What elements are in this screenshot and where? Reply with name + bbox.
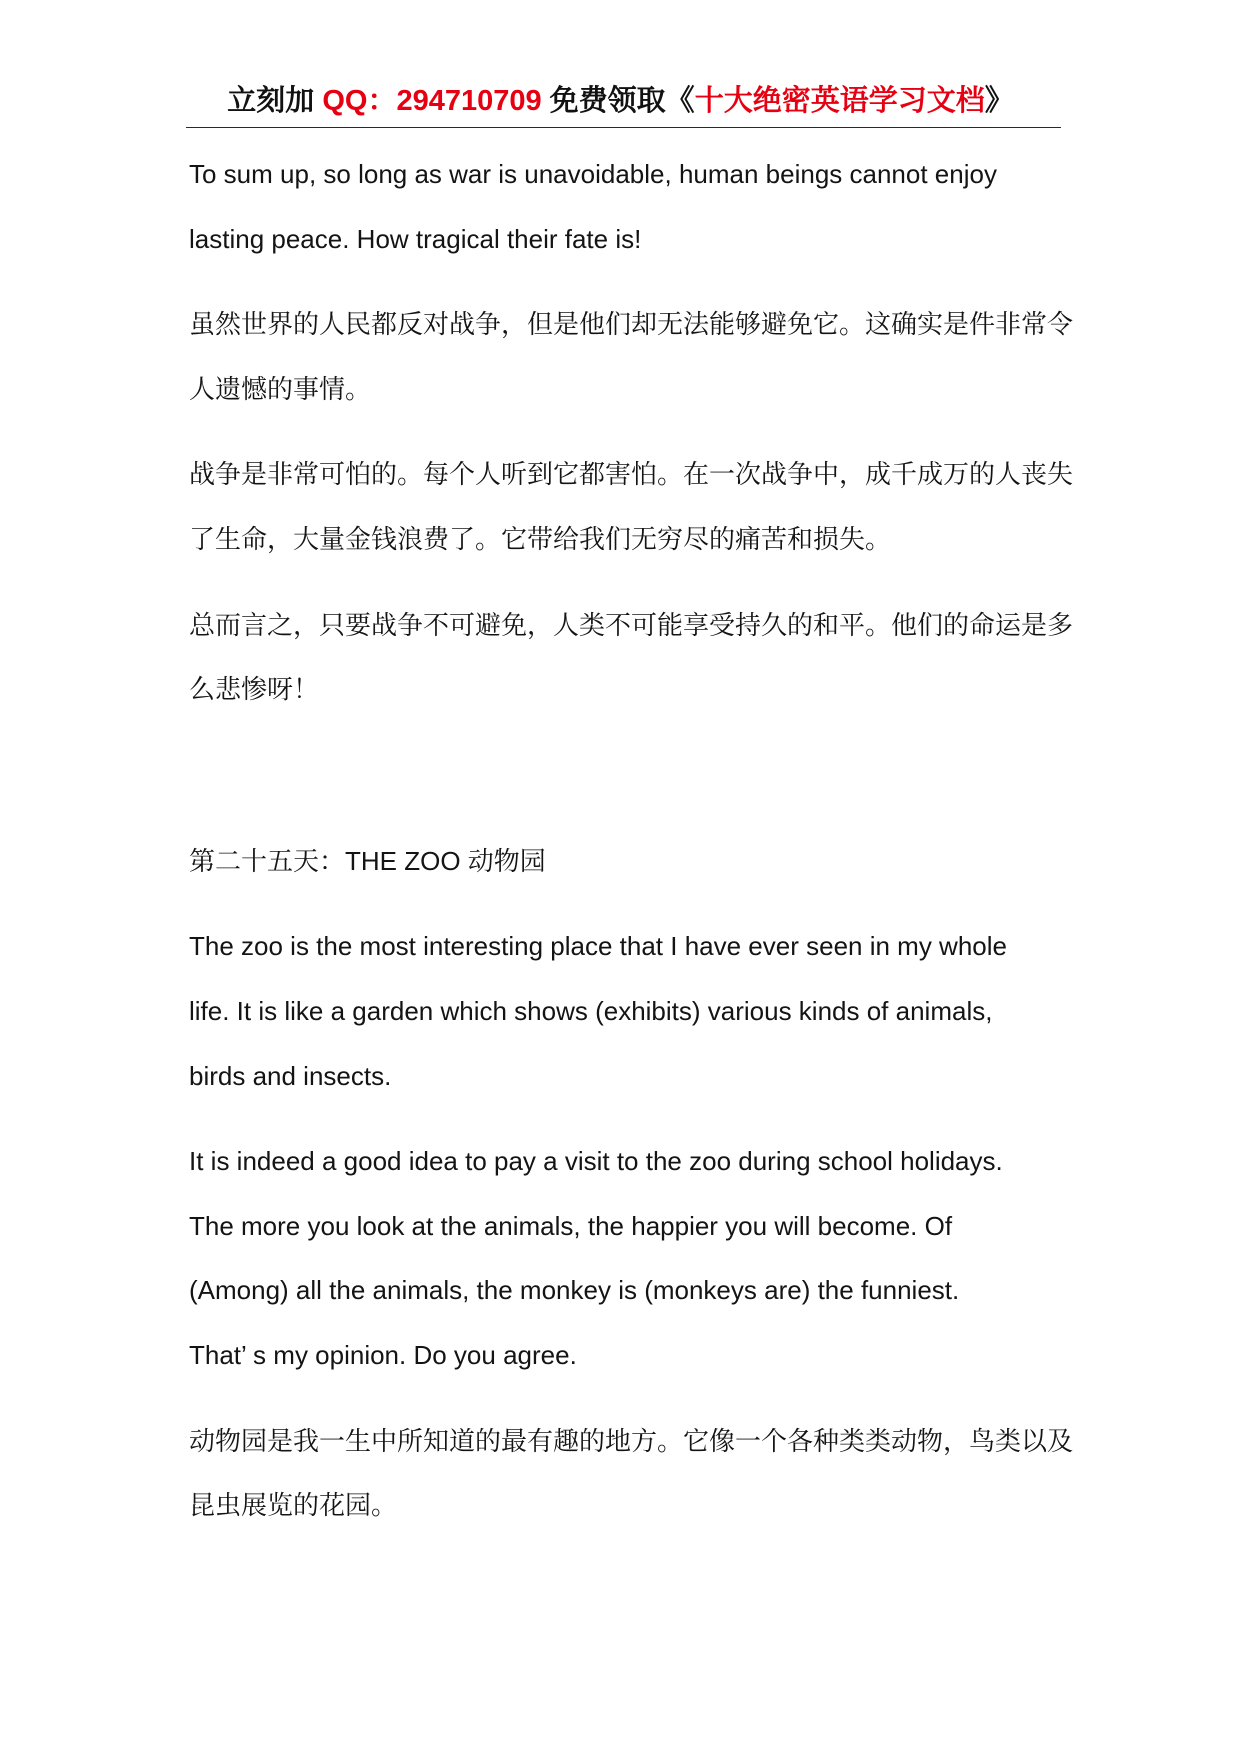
document-body	[189, 142, 1209, 1559]
text-line: 虽然世界的人民都反对战争，但是他们却无法能够避免它。这确实是件非常令	[189, 309, 1074, 340]
text-line: The zoo is the most interesting place that I have ever seen in my whole	[189, 931, 1007, 962]
text-line: That’ s my opinion. Do you agree.	[189, 1339, 577, 1370]
text-line: life. It is like a garden which shows (exhibits) various kinds of animals,	[189, 995, 993, 1026]
page-header	[0, 81, 1241, 121]
header-suffix: 》	[984, 85, 1014, 117]
text-line: 动物园是我一生中所知道的最有趣的地方。它像一个各种类类动物，鸟类以及	[189, 1425, 1074, 1456]
text-line: 了生命，大量金钱浪费了。它带给我们无穷尽的痛苦和损失。	[189, 523, 892, 554]
paragraph-zoo-en-2	[189, 1129, 1209, 1387]
paragraph-zoo-zh	[189, 1409, 1209, 1538]
paragraph-zh-1	[189, 292, 1209, 421]
header-qq-number: QQ：294710709	[322, 85, 542, 117]
section-heading: 第二十五天：THE ZOO 动物园	[189, 845, 546, 876]
header-prefix: 立刻加	[227, 85, 323, 117]
text-line: lasting peace. How tragical their fate is!	[189, 223, 642, 254]
paragraph-zh-3	[189, 593, 1209, 722]
text-line: birds and insects.	[189, 1060, 392, 1091]
text-line: 人遗憾的事情。	[189, 373, 372, 404]
text-line: 总而言之，只要战争不可避免，人类不可能享受持久的和平。他们的命运是多	[189, 609, 1074, 640]
text-line: It is indeed a good idea to pay a visit to the zoo during school holidays.	[189, 1146, 1003, 1177]
paragraph-zoo-en-1	[189, 914, 1209, 1108]
text-line: (Among) all the animals, the monkey is (monkeys are) the funniest.	[189, 1275, 960, 1306]
header-document-title: 十大绝密英语学习文档	[694, 85, 985, 117]
paragraph-summary-en	[189, 142, 1209, 271]
text-line: To sum up, so long as war is unavoidable, human beings cannot enjoy	[189, 159, 997, 189]
text-line: 战争是非常可怕的。每个人听到它都害怕。在一次战争中，成千成万的人丧失	[189, 459, 1074, 490]
header-divider	[186, 127, 1061, 128]
paragraph-zh-2	[189, 442, 1209, 571]
header-middle: 免费领取《	[541, 85, 695, 117]
text-line: The more you look at the animals, the happier you will become. Of	[189, 1210, 953, 1241]
text-line: 么悲惨呀！	[189, 674, 320, 705]
text-line: 昆虫展览的花园。	[189, 1490, 398, 1521]
